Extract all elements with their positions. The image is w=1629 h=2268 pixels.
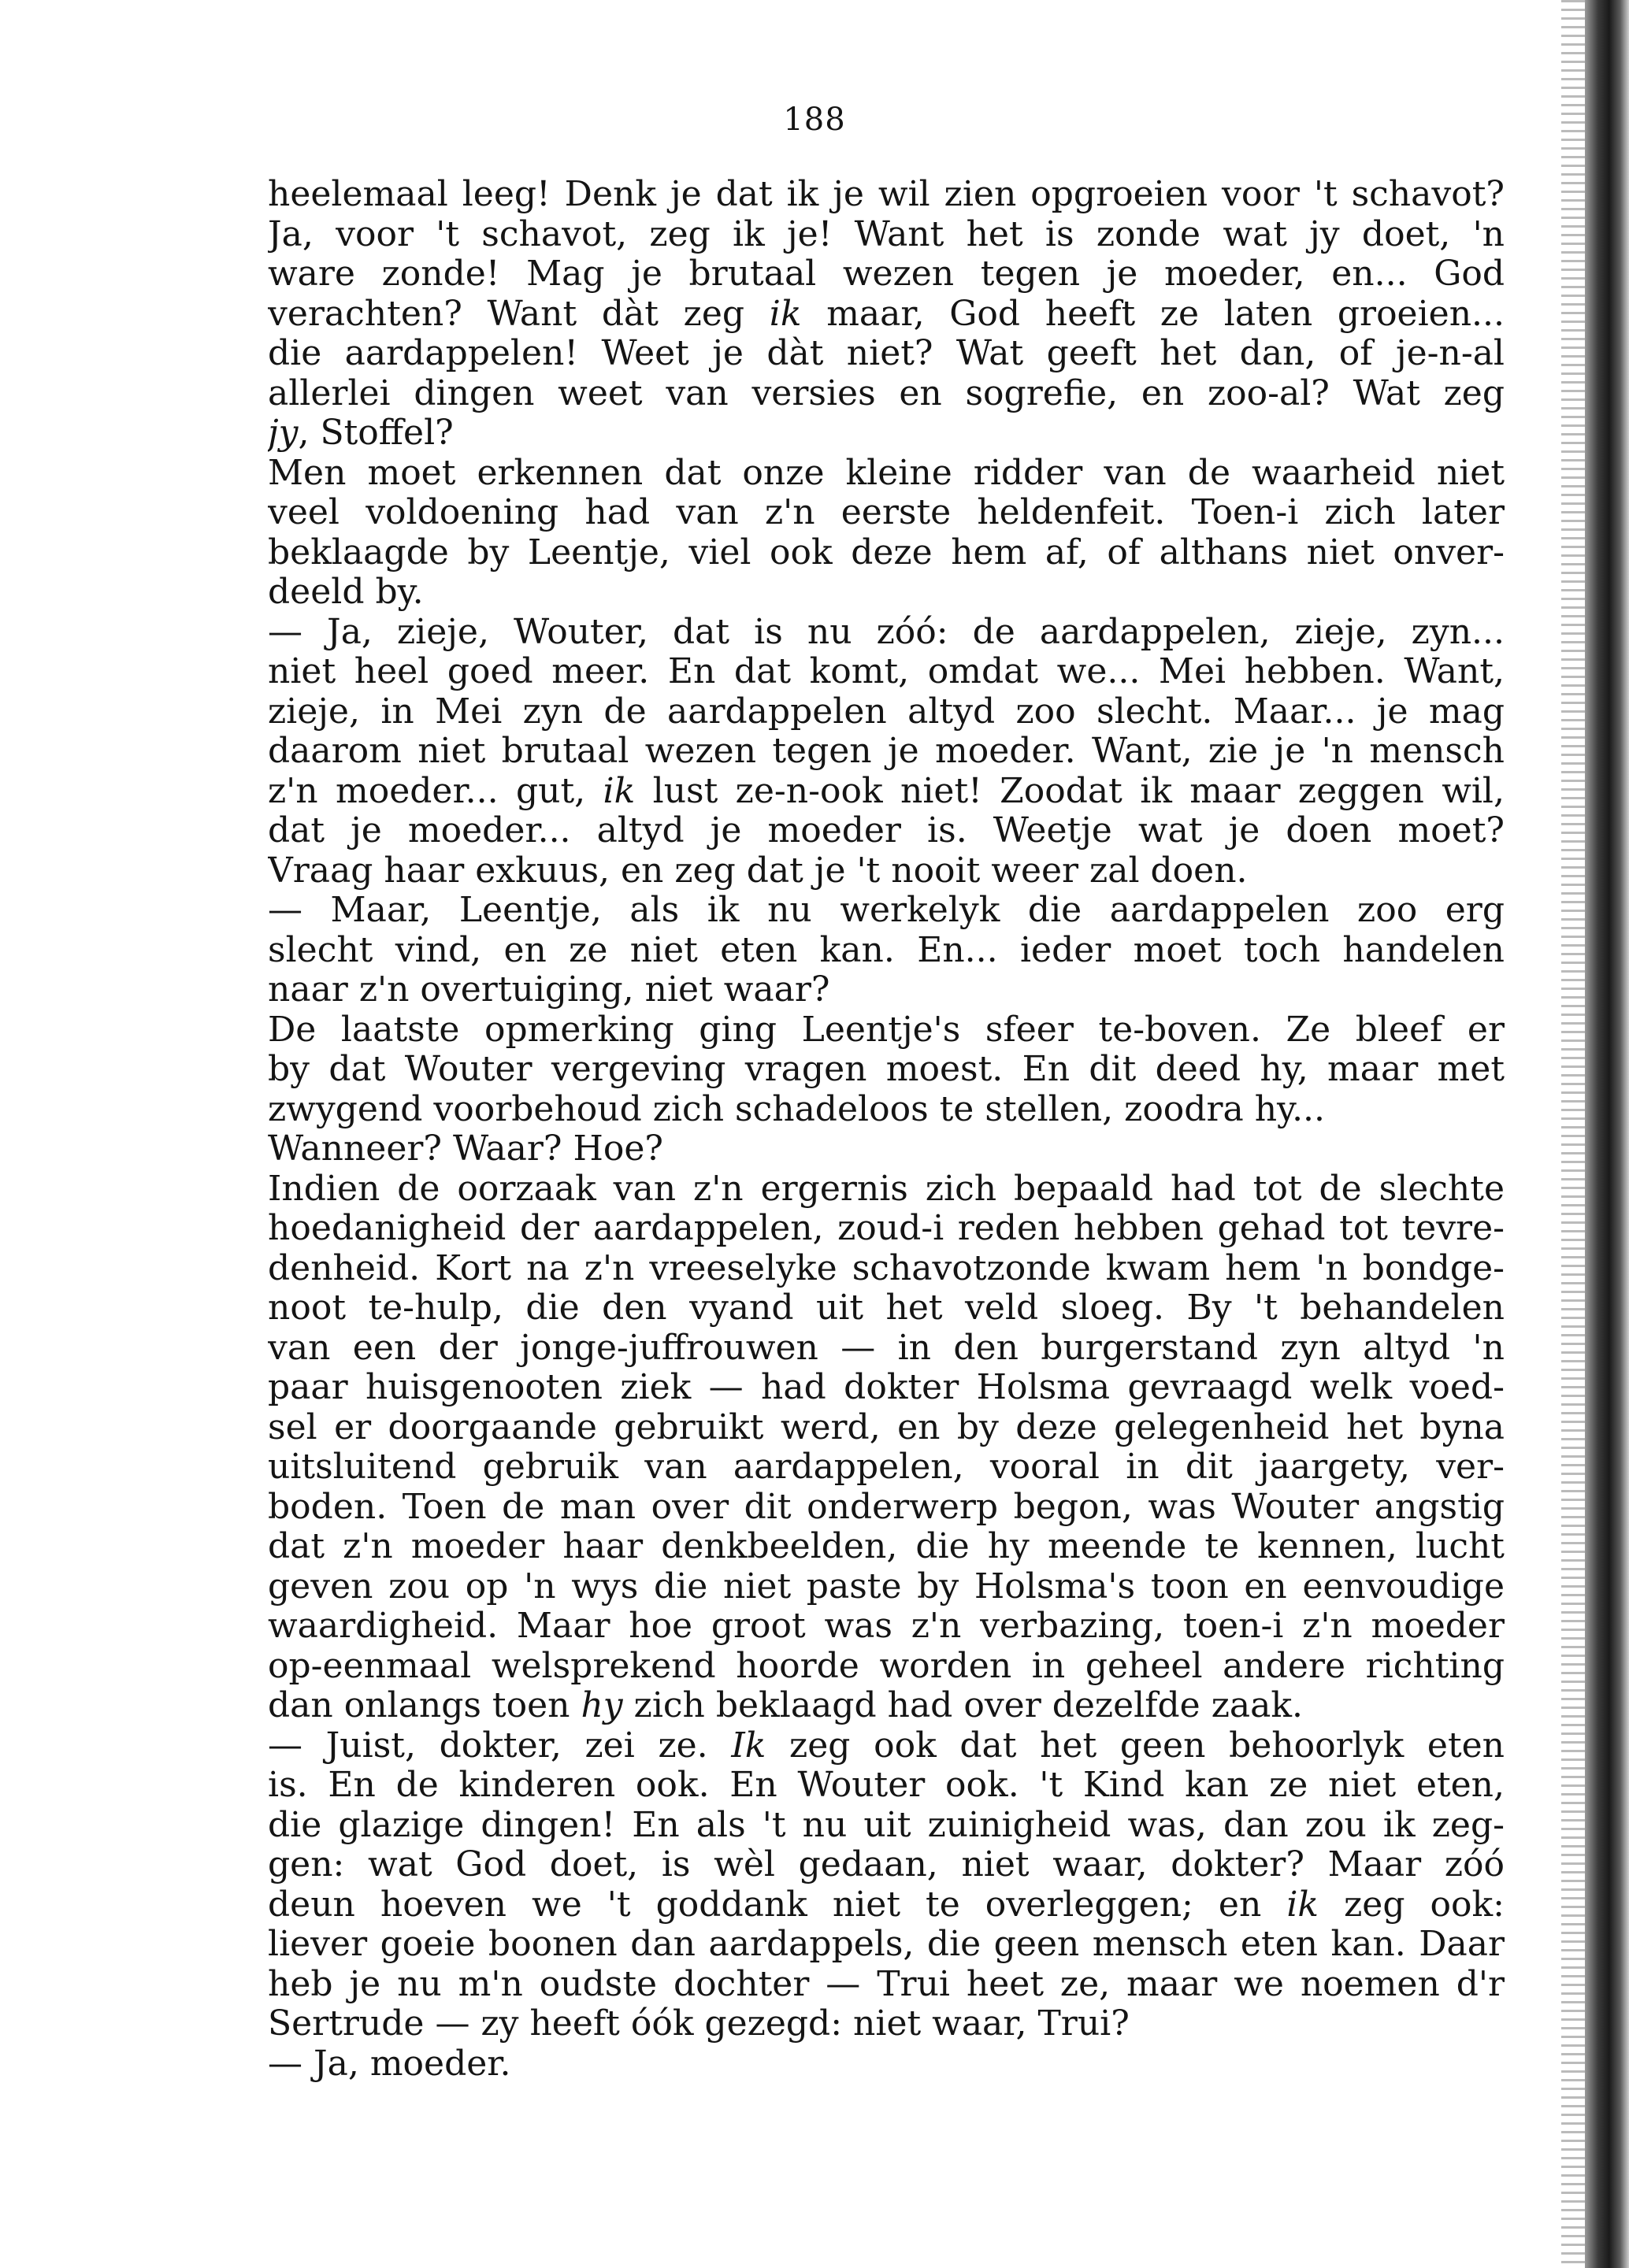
text-line — [268, 295, 1505, 335]
text-segment: verachten? Want dàt zeg — [268, 294, 770, 334]
text-segment: , Stoffel? — [298, 413, 454, 453]
text-line: Vraag haar exkuus, en zeg dat je 't nooit weer zal doen. — [268, 850, 1248, 891]
text-line: slecht vind, en ze niet eten kan. En... ieder moet toch handelen — [268, 930, 1505, 970]
text-line: — Ja, zieje, Wouter, dat is nu zóó: de aardappelen, zieje, zyn... — [268, 612, 1505, 652]
text-segment: — Juist, dokter, zei ze. — [268, 1725, 732, 1766]
text-line: paar huisgenooten ziek — had dokter Holsma gevraagd welk voed- — [268, 1368, 1505, 1407]
text-line: Ja, voor 't schavot, zeg ik je! Want het is zonde wat jy doet, 'n — [268, 214, 1505, 254]
text-line: denheid. Kort na z'n vreeselyke schavotzonde kwam hem 'n bondge- — [268, 1248, 1505, 1288]
text-segment: z'n moeder... gut, — [268, 771, 603, 811]
text-line: De laatste opmerking ging Leentje's sfeer te-boven. Ze bleef er — [268, 1010, 1505, 1050]
text-line: uitsluitend gebruik van aardappelen, vooral in dit jaargety, ver- — [268, 1447, 1505, 1487]
text-line: dat z'n moeder haar denkbeelden, die hy meende te kennen, lucht — [268, 1527, 1505, 1566]
italic-word: ik — [769, 294, 802, 334]
text-line: gen: wat God doet, is wèl gedaan, niet waar, dokter? Maar zóó — [268, 1845, 1505, 1884]
text-line: — Ja, moeder. — [268, 2044, 511, 2084]
text-line: sel er doorgaande gebruikt werd, en by deze gelegenheid het byna — [268, 1407, 1505, 1447]
text-line: Wanneer? Waar? Hoe? — [268, 1129, 663, 1169]
text-line: heelemaal leeg! Denk je dat ik je wil zien opgroeien voor 't schavot? — [268, 175, 1505, 214]
text-segment: zeg ook dat het geen behoorlyk eten — [766, 1725, 1505, 1766]
text-line — [268, 1885, 1505, 1925]
text-line: Indien de oorzaak van z'n ergernis zich bepaald had tot de slechte — [268, 1169, 1505, 1209]
text-segment: zeg ook: — [1319, 1884, 1505, 1925]
text-line: die glazige dingen! En als 't nu uit zuinigheid was, dan zou ik zeg- — [268, 1805, 1505, 1845]
text-segment: deun hoeven we 't goddank niet te overleggen; en — [268, 1884, 1287, 1925]
text-line: die aardappelen! Weet je dàt niet? Wat geeft het dan, of je-n-al — [268, 334, 1505, 373]
text-line: liever goeie boonen dan aardappels, die geen mensch eten kan. Daar — [268, 1925, 1505, 1964]
text-line — [268, 1726, 1505, 1766]
italic-word: hy — [581, 1686, 623, 1725]
italic-word: Ik — [731, 1725, 766, 1766]
text-line: heb je nu m'n oudste dochter — Trui heet ze, maar we noemen d'r — [268, 1964, 1505, 2004]
text-line: waardigheid. Maar hoe groot was z'n verbazing, toen-i z'n moeder — [268, 1606, 1505, 1646]
text-segment: dan onlangs toen — [268, 1686, 581, 1725]
text-line: Men moet erkennen dat onze kleine ridder van de waarheid niet — [268, 453, 1505, 493]
italic-word: jy — [268, 413, 299, 453]
text-line: ware zonde! Mag je brutaal wezen tegen je moeder, en... God — [268, 254, 1505, 294]
text-line: — Maar, Leentje, als ik nu werkelyk die aardappelen zoo erg — [268, 891, 1505, 930]
text-line — [268, 772, 1505, 812]
text-line: dat je moeder... altyd je moeder is. Weetje wat je doen moet? — [268, 811, 1505, 850]
text-line: veel voldoening had van z'n eerste heldenfeit. Toen-i zich later — [268, 493, 1505, 532]
italic-word: ik — [603, 771, 636, 811]
text-line: niet heel goed meer. En dat komt, omdat we... Mei hebben. Want, — [268, 652, 1505, 691]
text-segment: zich beklaagd had over dezelfde zaak. — [622, 1686, 1303, 1725]
text-line: zwygend voorbehoud zich schadeloos te stellen, zoodra hy... — [268, 1089, 1326, 1129]
italic-word: ik — [1286, 1884, 1319, 1925]
text-line: geven zou op 'n wys die niet paste by Holsma's toon en eenvoudige — [268, 1566, 1505, 1606]
text-line: allerlei dingen weet van versies en sogrefie, en zoo-al? Wat zeg — [268, 373, 1505, 413]
text-line: beklaagde by Leentje, viel ook deze hem af, of althans niet onver- — [268, 532, 1505, 573]
text-line: by dat Wouter vergeving vragen moest. En dit deed hy, maar met — [268, 1050, 1505, 1089]
text-line: zieje, in Mei zyn de aardappelen altyd zoo slecht. Maar... je mag — [268, 691, 1505, 732]
text-line: naar z'n overtuiging, niet waar? — [268, 970, 830, 1010]
text-line: boden. Toen de man over dit onderwerp begon, was Wouter angstig — [268, 1487, 1505, 1527]
text-line: op-eenmaal welsprekend hoorde worden in geheel andere richting — [268, 1646, 1505, 1686]
page-number: 188 — [783, 102, 846, 138]
text-line: is. En de kinderen ook. En Wouter ook. 't Kind kan ze niet eten, — [268, 1766, 1505, 1805]
text-line: van een der jonge-juffrouwen — in den burgerstand zyn altyd 'n — [268, 1328, 1505, 1368]
text-line: hoedanigheid der aardappelen, zoud-i reden hebben gehad tot tevre- — [268, 1209, 1505, 1248]
text-segment: maar, God heeft ze laten groeien... — [801, 294, 1505, 334]
text-line: deeld by. — [268, 573, 424, 612]
text-segment: lust ze-n-ook niet! Zoodat ik maar zeggen wil, — [635, 771, 1505, 811]
text-line — [268, 413, 1505, 454]
body-text — [268, 175, 1505, 2084]
text-line: Sertrude — zy heeft óók gezegd: niet waar, Trui? — [268, 2004, 1130, 2044]
text-line: daarom niet brutaal wezen tegen je moeder. Want, zie je 'n mensch — [268, 732, 1505, 771]
page-edge-shadow — [1585, 0, 1629, 2268]
text-line — [268, 1686, 1505, 1726]
text-line: noot te-hulp, die den vyand uit het veld sloeg. By 't behandelen — [268, 1288, 1505, 1328]
